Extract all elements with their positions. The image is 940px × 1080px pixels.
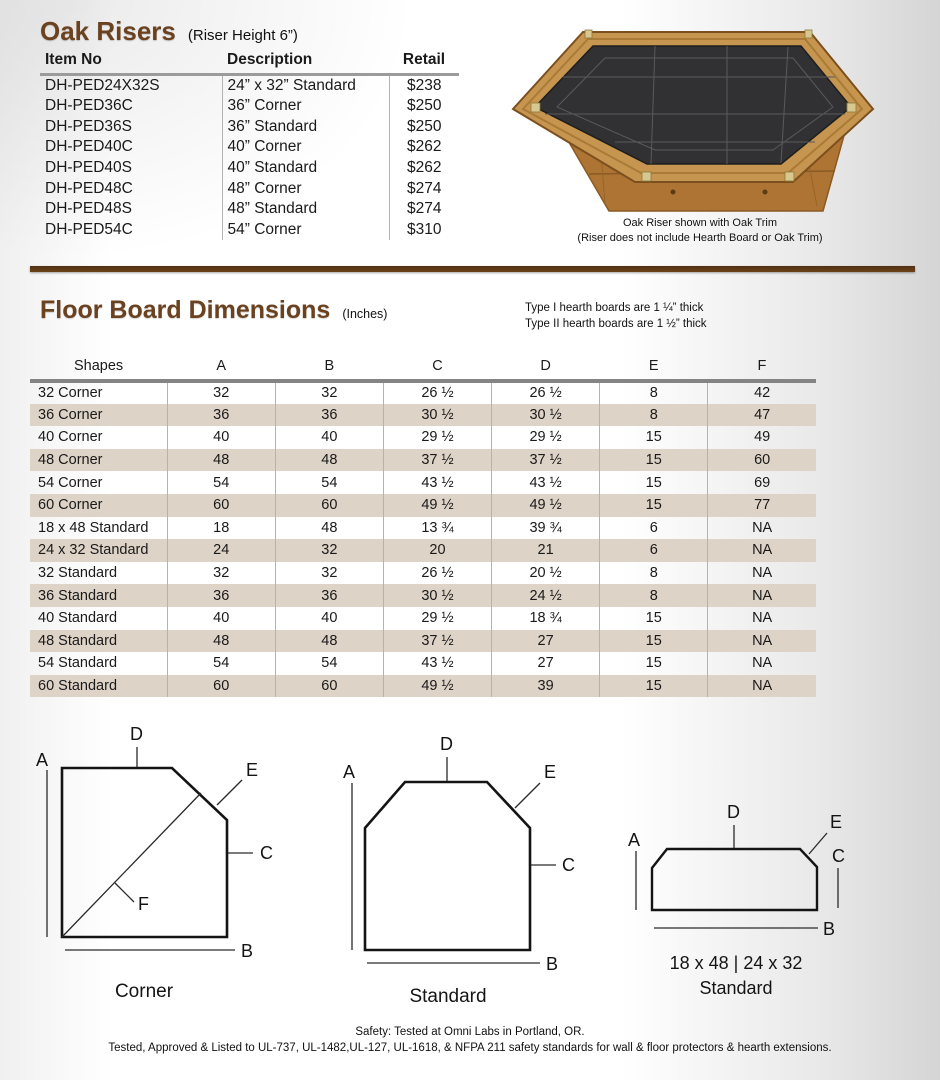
table-cell: $310	[389, 220, 459, 241]
table-cell: 20 ½	[492, 562, 600, 585]
safety-footer	[0, 1024, 940, 1056]
dim-label-e: E	[830, 812, 843, 832]
table-cell: 20	[383, 539, 491, 562]
column-header: E	[600, 358, 708, 381]
table-cell: 24 ½	[492, 584, 600, 607]
table-cell: DH-PED36C	[45, 97, 133, 115]
floor-board-table-header	[30, 358, 816, 381]
table-cell: 36	[275, 404, 383, 427]
table-cell: 15	[600, 471, 708, 494]
table-cell: 40	[275, 607, 383, 630]
oak-risers-table	[40, 50, 459, 240]
dim-label-c: C	[832, 846, 845, 866]
table-cell: 40	[167, 607, 275, 630]
dim-label-f: F	[138, 894, 149, 914]
table-cell: 6	[600, 539, 708, 562]
table-cell: 48 Corner	[38, 452, 103, 469]
table-row	[30, 471, 816, 494]
floor-board-table-body	[30, 381, 816, 697]
table-cell: 18	[167, 517, 275, 540]
hearth-board-thickness-note	[525, 300, 707, 332]
table-cell: 21	[492, 539, 600, 562]
table-row	[30, 652, 816, 675]
table-cell: 36	[275, 584, 383, 607]
table-cell: NA	[708, 517, 816, 540]
dim-label-d: D	[440, 734, 453, 754]
column-header: B	[275, 358, 383, 381]
table-cell: 15	[600, 426, 708, 449]
table-cell: 39 ¾	[492, 517, 600, 540]
table-cell: 32 Standard	[38, 565, 118, 582]
table-cell: 37 ½	[383, 630, 491, 653]
table-cell: 54” Corner	[222, 220, 389, 241]
table-cell: 48” Standard	[222, 199, 389, 220]
table-cell: 15	[600, 449, 708, 472]
table-row	[40, 199, 459, 220]
table-cell: 8	[600, 404, 708, 427]
table-cell: 37 ½	[492, 449, 600, 472]
oak-risers-heading	[40, 16, 298, 47]
table-cell: 40 Corner	[38, 429, 103, 446]
small-standard-shape-diagram	[610, 780, 940, 1015]
table-cell: 49	[708, 426, 816, 449]
floor-board-title: Floor Board Dimensions	[40, 296, 331, 324]
table-cell: 15	[600, 652, 708, 675]
oak-risers-subtitle: (Riser Height 6”)	[187, 27, 298, 44]
table-cell: 42	[708, 381, 816, 404]
table-row	[40, 137, 459, 158]
oak-riser-photo	[505, 14, 890, 214]
table-cell: DH-PED54C	[45, 220, 133, 238]
table-row	[40, 75, 459, 97]
table-cell: $250	[389, 96, 459, 117]
table-row	[30, 517, 816, 540]
note-type1: Type I hearth boards are 1 ¼” thick	[525, 302, 704, 314]
oak-risers-title: Oak Risers	[40, 16, 176, 46]
dim-label-c: C	[260, 843, 273, 863]
table-cell: 18 ¾	[492, 607, 600, 630]
table-cell: $250	[389, 117, 459, 138]
table-cell: 43 ½	[383, 471, 491, 494]
table-row	[30, 494, 816, 517]
table-cell: $238	[389, 75, 459, 97]
column-header: A	[167, 358, 275, 381]
table-cell: 40	[167, 426, 275, 449]
column-header: D	[492, 358, 600, 381]
table-cell: $274	[389, 199, 459, 220]
dim-label-e: E	[246, 760, 259, 780]
dim-label-b: B	[546, 954, 559, 974]
table-cell: 69	[708, 471, 816, 494]
table-cell: 32	[275, 381, 383, 404]
dim-label-a: A	[628, 830, 641, 850]
table-cell: 48” Corner	[222, 178, 389, 199]
table-cell: NA	[708, 607, 816, 630]
table-cell: $262	[389, 137, 459, 158]
table-cell: NA	[708, 584, 816, 607]
table-cell: 15	[600, 607, 708, 630]
table-cell: 18 x 48 Standard	[38, 519, 149, 536]
table-cell: 77	[708, 494, 816, 517]
standard-shape-diagram	[330, 710, 610, 1020]
column-header: Description	[222, 50, 389, 75]
table-cell: 24” x 32” Standard	[222, 75, 389, 97]
table-row	[30, 607, 816, 630]
table-header-row	[30, 358, 816, 381]
section-divider	[30, 266, 915, 272]
table-cell: 30 ½	[383, 584, 491, 607]
table-cell: 60 Corner	[38, 497, 103, 514]
table-cell: DH-PED24X32S	[45, 77, 160, 94]
oak-risers-table-body	[40, 75, 459, 241]
table-cell: 36 Standard	[38, 587, 118, 604]
dim-label-d: D	[130, 724, 143, 744]
table-cell: 27	[492, 652, 600, 675]
table-cell: 29 ½	[492, 426, 600, 449]
table-cell: 27	[492, 630, 600, 653]
table-cell: 54	[167, 471, 275, 494]
table-cell: NA	[708, 675, 816, 698]
dim-label-b: B	[823, 919, 836, 939]
table-row	[30, 539, 816, 562]
table-cell: 54 Standard	[38, 655, 118, 672]
column-header: C	[383, 358, 491, 381]
dim-label-a: A	[343, 762, 356, 782]
table-cell: 48	[275, 517, 383, 540]
table-row	[30, 404, 816, 427]
photo-caption	[500, 216, 900, 246]
table-cell: DH-PED36S	[45, 117, 132, 135]
table-cell: 43 ½	[383, 652, 491, 675]
photo-caption-line2: (Riser does not include Hearth Board or Oak Trim)	[577, 232, 823, 244]
table-cell: NA	[708, 562, 816, 585]
table-cell: NA	[708, 630, 816, 653]
table-row	[30, 562, 816, 585]
table-cell: 8	[600, 562, 708, 585]
table-cell: 54	[275, 652, 383, 675]
table-cell: 30 ½	[492, 404, 600, 427]
table-cell: 32	[275, 562, 383, 585]
note-type2: Type II hearth boards are 1 ½” thick	[525, 318, 707, 330]
table-cell: 32 Corner	[38, 385, 103, 402]
table-cell: 8	[600, 381, 708, 404]
column-header: Retail	[389, 50, 459, 75]
table-row	[40, 158, 459, 179]
table-cell: 26 ½	[383, 381, 491, 404]
table-cell: 15	[600, 494, 708, 517]
column-header: Shapes	[30, 358, 167, 381]
dim-label-b: B	[241, 941, 254, 961]
table-cell: DH-PED40C	[45, 138, 133, 156]
table-cell: 24	[167, 539, 275, 562]
table-cell: 29 ½	[383, 607, 491, 630]
table-cell: DH-PED40S	[45, 159, 132, 177]
small-standard-caption: Standard	[699, 978, 773, 998]
table-cell: 8	[600, 584, 708, 607]
standard-shape-outline	[365, 782, 530, 950]
table-cell: DH-PED48S	[45, 200, 132, 218]
table-cell: 40 Standard	[38, 610, 118, 627]
table-row	[40, 117, 459, 138]
table-cell: 36” Corner	[222, 96, 389, 117]
small-standard-sizes: 18 x 48 | 24 x 32	[669, 953, 803, 973]
column-header: F	[708, 358, 816, 381]
dim-label-e: E	[544, 762, 557, 782]
table-cell: 24 x 32 Standard	[38, 542, 149, 559]
table-cell: 48	[167, 630, 275, 653]
table-cell: 60	[275, 494, 383, 517]
table-header-row	[40, 50, 459, 75]
table-row	[30, 630, 816, 653]
table-row	[30, 426, 816, 449]
oak-risers-table-header	[40, 50, 459, 75]
table-cell: 40” Corner	[222, 137, 389, 158]
table-cell: NA	[708, 652, 816, 675]
table-cell: 60	[167, 494, 275, 517]
table-cell: 48	[275, 630, 383, 653]
table-cell: 37 ½	[383, 449, 491, 472]
table-cell: 32	[167, 381, 275, 404]
safety-line1: Safety: Tested at Omni Labs in Portland, OR.	[355, 1026, 585, 1038]
table-cell: 32	[167, 562, 275, 585]
table-cell: 54	[275, 471, 383, 494]
table-cell: 15	[600, 630, 708, 653]
dim-label-d: D	[727, 802, 740, 822]
dim-label-c: C	[562, 855, 575, 875]
table-cell: DH-PED48C	[45, 179, 133, 197]
table-cell: 30 ½	[383, 404, 491, 427]
table-cell: $262	[389, 158, 459, 179]
safety-line2: Tested, Approved & Listed to UL-737, UL-1482,UL-127, UL-1618, & NFPA 211 safety standards for wall & floor protectors & hearth extensions.	[108, 1042, 832, 1054]
corner-shape-diagram	[20, 710, 320, 1010]
table-row	[40, 96, 459, 117]
small-standard-shape-outline	[652, 849, 817, 910]
table-row	[40, 220, 459, 241]
table-row	[30, 584, 816, 607]
table-cell: 60	[275, 675, 383, 698]
table-row	[40, 178, 459, 199]
table-cell: 49 ½	[383, 494, 491, 517]
table-cell: 29 ½	[383, 426, 491, 449]
table-cell: 40” Standard	[222, 158, 389, 179]
table-cell: 49 ½	[383, 675, 491, 698]
table-cell: 60 Standard	[38, 678, 118, 695]
dim-label-a: A	[36, 750, 49, 770]
table-row	[30, 381, 816, 404]
table-row	[30, 675, 816, 698]
table-cell: 48	[167, 449, 275, 472]
table-cell: 48	[275, 449, 383, 472]
table-cell: 49 ½	[492, 494, 600, 517]
table-cell: 60	[167, 675, 275, 698]
table-cell: 40	[275, 426, 383, 449]
table-cell: 36	[167, 404, 275, 427]
table-cell: 15	[600, 675, 708, 698]
table-cell: 54	[167, 652, 275, 675]
table-cell: 47	[708, 404, 816, 427]
table-cell: 13 ¾	[383, 517, 491, 540]
table-cell: 32	[275, 539, 383, 562]
table-cell: 43 ½	[492, 471, 600, 494]
table-cell: $274	[389, 178, 459, 199]
table-cell: 54 Corner	[38, 474, 103, 491]
standard-caption: Standard	[409, 986, 487, 1007]
photo-caption-line1: Oak Riser shown with Oak Trim	[622, 217, 778, 229]
table-cell: 48 Standard	[38, 632, 118, 649]
floor-board-heading	[40, 296, 387, 325]
table-cell: 36” Standard	[222, 117, 389, 138]
floor-board-subtitle: (Inches)	[342, 307, 388, 321]
table-cell: 39	[492, 675, 600, 698]
table-cell: NA	[708, 539, 816, 562]
floor-board-table	[30, 358, 816, 697]
table-cell: 6	[600, 517, 708, 540]
table-cell: 26 ½	[492, 381, 600, 404]
table-cell: 26 ½	[383, 562, 491, 585]
table-cell: 60	[708, 449, 816, 472]
corner-caption: Corner	[114, 981, 174, 1002]
table-cell: 36	[167, 584, 275, 607]
table-row	[30, 449, 816, 472]
table-cell: 36 Corner	[38, 406, 103, 423]
column-header: Item No	[40, 50, 222, 75]
